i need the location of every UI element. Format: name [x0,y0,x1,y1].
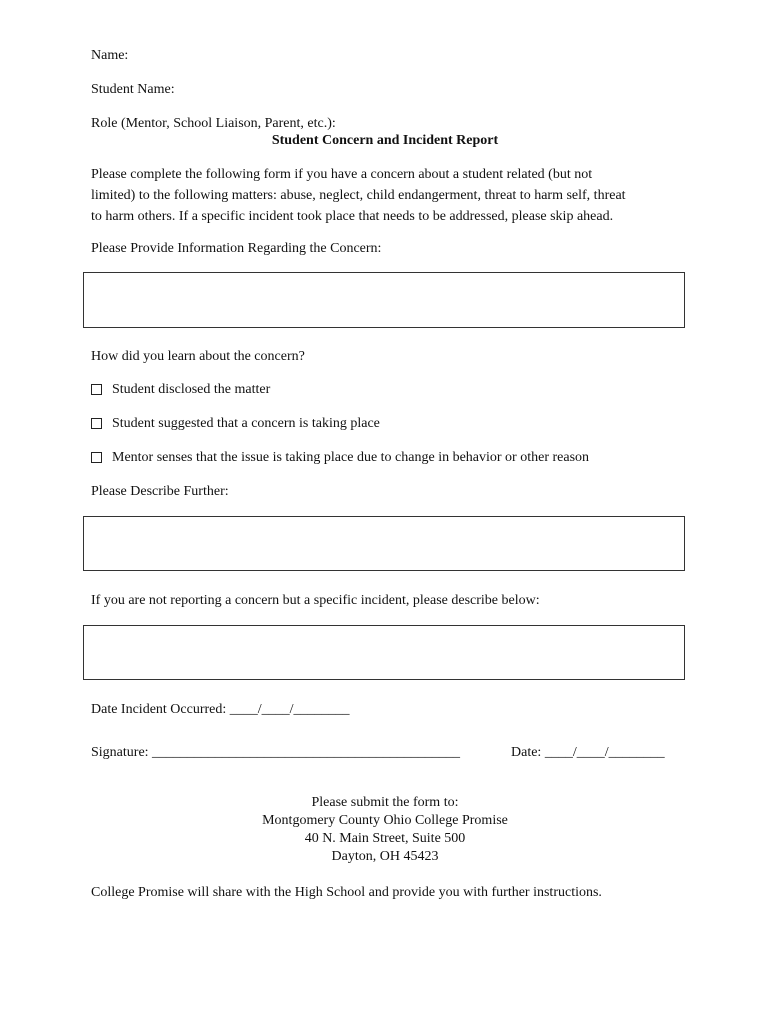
option-suggested-checkbox[interactable] [91,418,102,429]
submit-city: Dayton, OH 45423 [331,849,439,864]
option-disclosed-label: Student disclosed the matter [112,382,271,397]
incident-label: If you are not reporting a concern but a specific incident, please describe below: [91,593,540,608]
option-disclosed-checkbox[interactable] [91,384,102,395]
intro-line-3: to harm others. If a specific incident took place that needs to be addressed, please skip ahead. [91,209,614,224]
describe-further-label: Please Describe Further: [91,484,229,499]
intro-line-1: Please complete the following form if you have a concern about a student related (but not [91,167,593,182]
intro-paragraph [91,164,691,227]
submit-street: 40 N. Main Street, Suite 500 [304,831,466,846]
learn-question: How did you learn about the concern? [91,349,305,364]
concern-info-textbox[interactable] [83,272,685,328]
name-label: Name: [91,48,129,63]
date-field[interactable]: Date: ____/____/________ [511,745,665,760]
incident-textbox[interactable] [83,625,685,680]
concern-info-label: Please Provide Information Regarding the Concern: [91,241,382,256]
option-suggested-label: Student suggested that a concern is taking place [112,416,380,431]
form-title: Student Concern and Incident Report [271,133,499,148]
option-mentor-senses-checkbox[interactable] [91,452,102,463]
intro-line-2: limited) to the following matters: abuse, neglect, child endangerment, threat to harm self, threat [91,188,626,203]
date-incident-field[interactable]: Date Incident Occurred: ____/____/________ [91,702,350,717]
option-mentor-senses-label: Mentor senses that the issue is taking place due to change in behavior or other reason [112,450,590,465]
student-name-label: Student Name: [91,82,175,97]
signature-field[interactable]: Signature: ____________________________________________ [91,745,461,760]
role-label: Role (Mentor, School Liaison, Parent, etc.): [91,116,336,131]
submit-organization: Montgomery County Ohio College Promise [262,813,508,828]
describe-further-textbox[interactable] [83,516,685,571]
footer-note: College Promise will share with the High School and provide you with further instructions. [91,885,602,900]
submit-line-1: Please submit the form to: [311,795,459,810]
